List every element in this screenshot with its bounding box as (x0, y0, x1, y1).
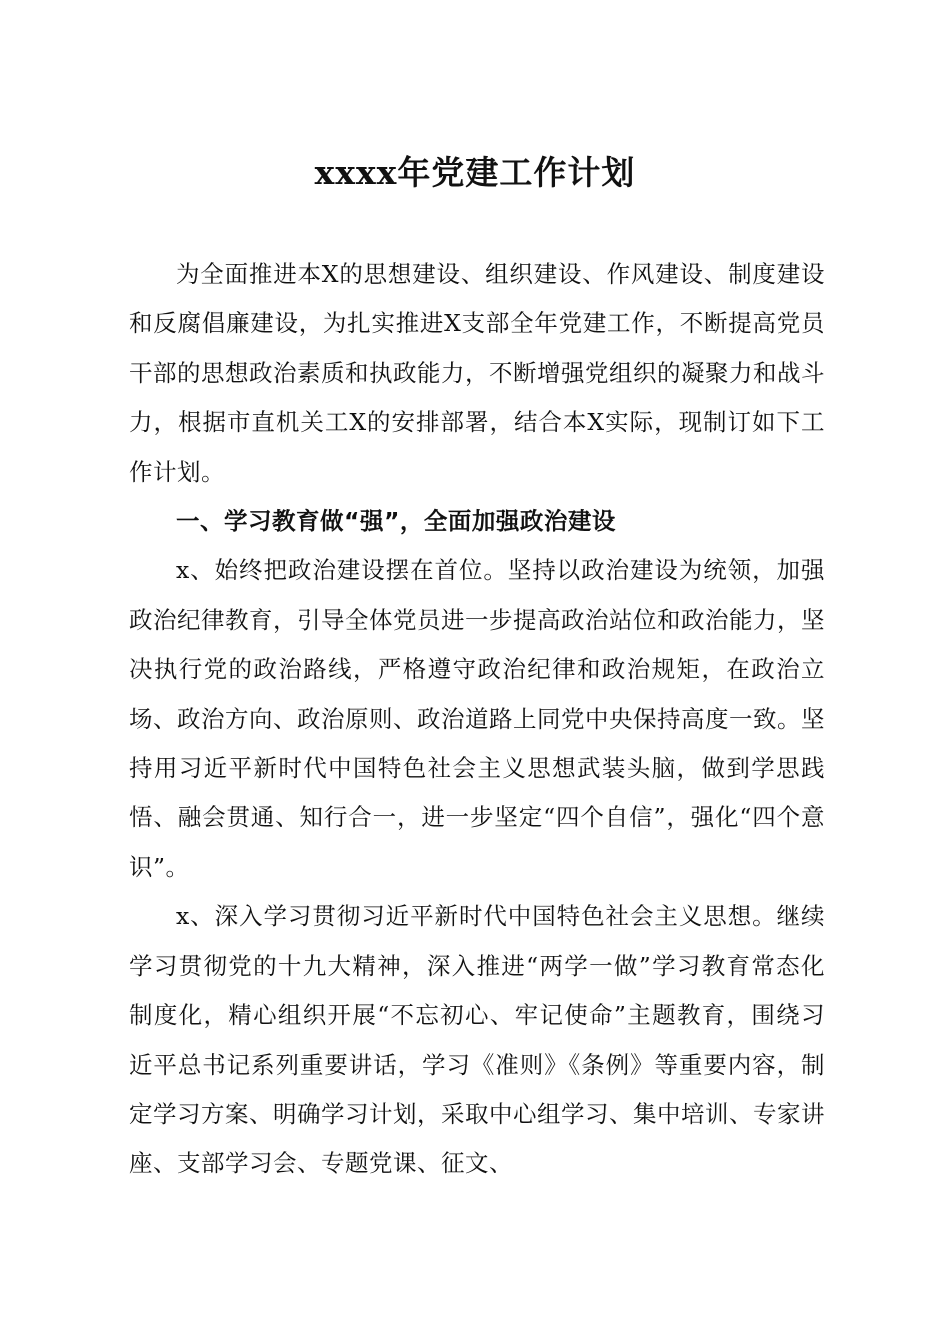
intro-paragraph: 为全面推进本X的思想建设、组织建设、作风建设、制度建设和反腐倡廉建设，为扎实推进X支部全年党建工作，不断提高党员干部的思想政治素质和执政能力，不断增强党组织的凝聚力和战斗力，根据市直机关工X的安排部署，结合本X实际，现制订如下工作计划。 (129, 260, 825, 486)
item-paragraph-1: x、始终把政治建设摆在首位。坚持以政治建设为统领，加强政治纪律教育，引导全体党员进一步提高政治站位和政治能力，坚决执行党的政治路线，严格遵守政治纪律和政治规矩，在政治立场、政治方向、政治原则、政治道路上同党中央保持高度一致。坚持用习近平新时代中国特色社会主义思想武装头脑，做到学思践悟、融会贯通、知行合一，进一步坚定“四个自信”，强化“四个意识”。 (129, 556, 825, 881)
item-paragraph-2: x、深入学习贯彻习近平新时代中国特色社会主义思想。继续学习贯彻党的十九大精神，深入推进“两学一做”学习教育常态化制度化，精心组织开展“不忘初心、牢记使命”主题教育，围绕习近平总书记系列重要讲话，学习《准则》《条例》等重要内容，制定学习方案、明确学习计划，采取中心组学习、集中培训、专家讲座、支部学习会、专题党课、征文、 (129, 902, 825, 1178)
section-heading-1: 一、学习教育做“强”，全面加强政治建设 (176, 507, 616, 536)
document-title: xxxx年党建工作计划 (314, 153, 636, 192)
document-body (129, 250, 825, 1189)
